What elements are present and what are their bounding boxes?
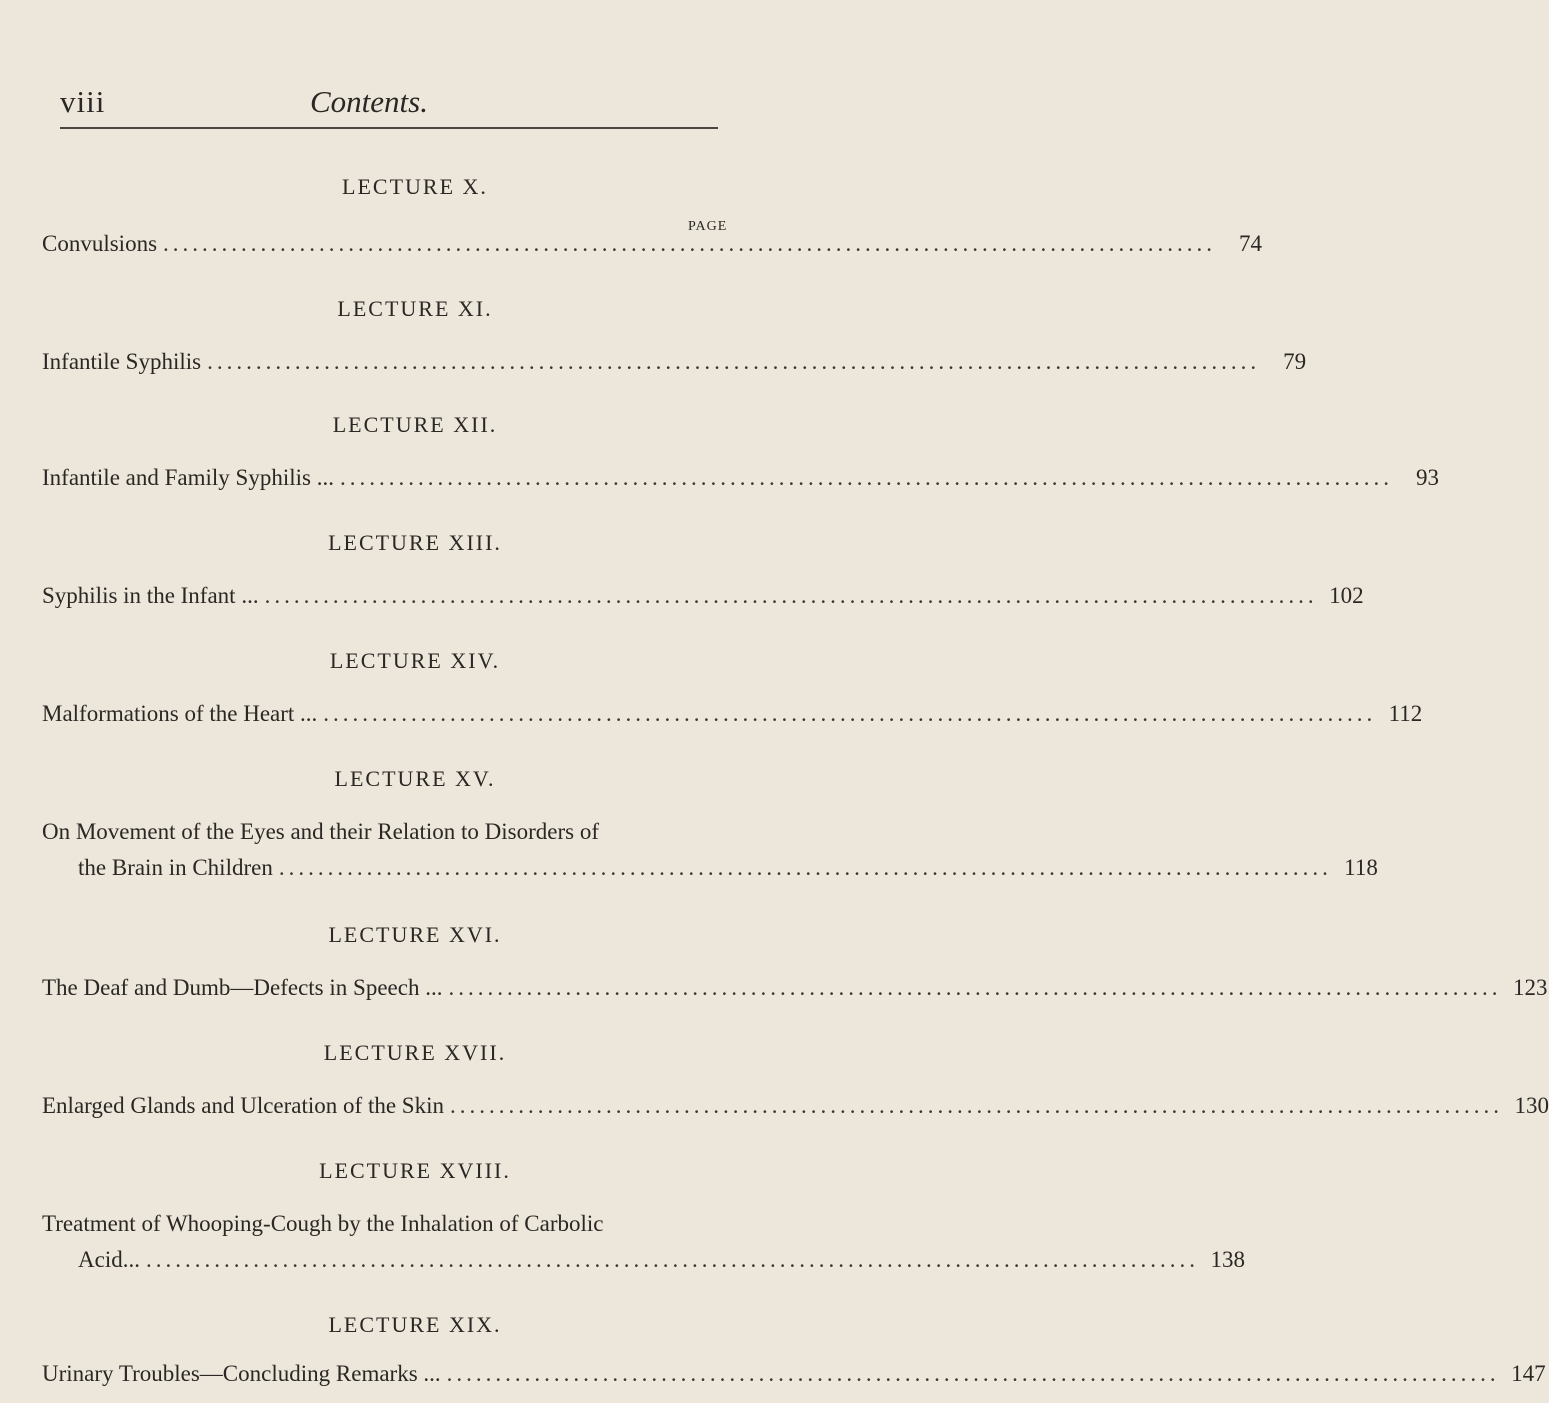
- toc-entry: [42, 226, 1263, 262]
- toc-entry: [42, 578, 1364, 614]
- lecture-heading: LECTURE XIX.: [328, 1312, 502, 1337]
- entry-title: Malformations of the Heart ...: [42, 701, 318, 726]
- page-number: viii: [60, 84, 106, 119]
- entry-page: 74: [1239, 231, 1263, 256]
- entry-page: 102: [1329, 583, 1364, 608]
- running-head: [60, 78, 740, 126]
- dot-leader: ............................................................................................................: [339, 465, 1393, 490]
- entry-page: 93: [1415, 465, 1439, 490]
- lecture-heading: LECTURE XI.: [337, 296, 493, 321]
- lecture-heading: LECTURE XIV.: [329, 648, 501, 673]
- page-column-label: PAGE: [688, 219, 728, 234]
- entry-page: 130: [1514, 1093, 1549, 1118]
- dot-leader: ............................................................................................................: [207, 349, 1261, 374]
- toc-entry: [42, 344, 1307, 380]
- lecture-heading: LECTURE XVIII.: [319, 1158, 511, 1183]
- entry-title: Infantile and Family Syphilis ...: [42, 465, 334, 490]
- toc-entry: [42, 1088, 1549, 1124]
- header-rule: [60, 127, 718, 129]
- entry-page: 118: [1344, 855, 1378, 880]
- dot-leader: ............................................................................................................: [264, 583, 1318, 608]
- entry-title: Infantile Syphilis: [42, 349, 202, 374]
- entry-page: 123: [1512, 975, 1548, 1000]
- entry-page: 147: [1511, 1361, 1546, 1386]
- dot-leader: ............................................................................................................: [278, 855, 1332, 880]
- lecture-heading: LECTURE XVI.: [328, 922, 502, 947]
- entry-page: 138: [1210, 1247, 1245, 1272]
- lecture-heading: LECTURE XV.: [334, 766, 496, 791]
- toc-entry: [42, 696, 1423, 732]
- entry-title: Urinary Troubles—Concluding Remarks ...: [42, 1361, 441, 1386]
- entry-title-first-line: On Movement of the Eyes and their Relation to Disorders of: [42, 819, 599, 844]
- entry-title: Acid...: [78, 1247, 140, 1272]
- dot-leader: ............................................................................................................: [449, 1093, 1503, 1118]
- entry-title: the Brain in Children: [78, 855, 273, 880]
- toc-entry: [42, 460, 1439, 496]
- lecture-heading: LECTURE XVII.: [323, 1040, 507, 1065]
- entry-page: 79: [1283, 349, 1307, 374]
- entry-title: Syphilis in the Infant ...: [42, 583, 259, 608]
- dot-leader: ............................................................................................................: [448, 975, 1502, 1000]
- dot-leader: ............................................................................................................: [323, 701, 1377, 726]
- toc-entry: [42, 814, 1378, 886]
- lecture-heading: LECTURE X.: [342, 174, 488, 199]
- entry-title-first-line: Treatment of Whooping-Cough by the Inhalation of Carbolic: [42, 1211, 604, 1236]
- lecture-heading: LECTURE XII.: [332, 412, 498, 437]
- entry-title: Enlarged Glands and Ulceration of the Skin: [42, 1093, 444, 1118]
- lecture-heading: LECTURE XIII.: [328, 530, 502, 555]
- dot-leader: ............................................................................................................: [145, 1247, 1199, 1272]
- dot-leader: ............................................................................................................: [446, 1361, 1500, 1386]
- dot-leader: ............................................................................................................: [163, 231, 1217, 256]
- toc-entry: [42, 970, 1548, 1006]
- entry-title: The Deaf and Dumb—Defects in Speech ...: [42, 975, 443, 1000]
- entry-title: Convulsions: [42, 231, 158, 256]
- entry-page: 112: [1388, 701, 1423, 726]
- toc-entry: [42, 1206, 1245, 1278]
- toc-entry: [42, 1356, 1546, 1392]
- page-title: Contents.: [310, 84, 428, 119]
